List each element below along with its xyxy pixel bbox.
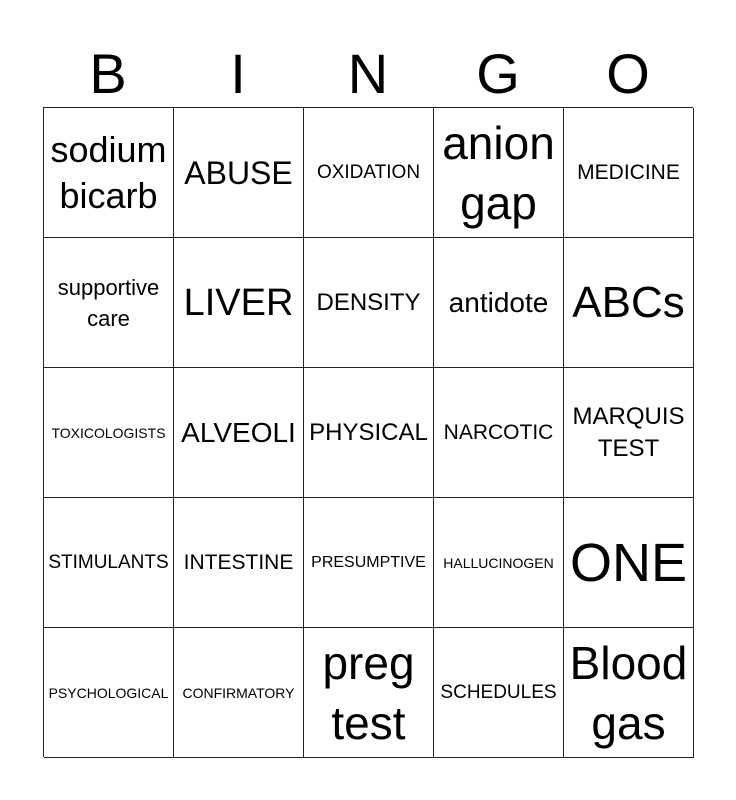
cell-label: STIMULANTS [48, 552, 169, 573]
cell-label: LIVER [183, 281, 294, 324]
bingo-cell-r5-c3[interactable] [304, 628, 434, 758]
bingo-cell-r2-c5[interactable] [564, 238, 694, 368]
bingo-cell-r4-c5[interactable] [564, 498, 694, 628]
bingo-cell-r1-c2[interactable] [174, 108, 304, 238]
cell-label: SCHEDULES [440, 682, 557, 703]
bingo-cell-r2-c1[interactable] [44, 238, 174, 368]
bingo-cell-r1-c5[interactable] [564, 108, 694, 238]
bingo-cell-r4-c2[interactable] [174, 498, 304, 628]
bingo-cell-r5-c4[interactable] [434, 628, 564, 758]
header-letter-b: B [89, 42, 127, 105]
bingo-cell-r3-c5[interactable] [564, 368, 694, 498]
bingo-cell-r1-c1[interactable] [44, 108, 174, 238]
cell-label: OXIDATION [316, 162, 421, 183]
cell-label: TOXICOLOGISTS [51, 424, 166, 441]
cell-label: PRESUMPTIVE [311, 553, 426, 571]
cell-label: MARQUIS TEST [572, 402, 685, 462]
cell-label: Blood gas [569, 636, 688, 749]
header-letter-o: O [606, 42, 650, 105]
cell-label: PHYSICAL [309, 418, 428, 446]
bingo-board [43, 107, 693, 757]
cell-label: HALLUCINOGEN [443, 554, 554, 571]
cell-label: antidote [448, 286, 549, 318]
cell-label: DENSITY [316, 288, 421, 316]
header-letter-g: G [476, 42, 520, 105]
cell-label: MEDICINE [577, 161, 680, 184]
header-letter-n: N [347, 42, 389, 105]
cell-label: preg test [322, 636, 415, 749]
bingo-header [43, 40, 693, 108]
bingo-cell-r4-c4[interactable] [434, 498, 564, 628]
bingo-cell-r2-c2[interactable] [174, 238, 304, 368]
cell-label: NARCOTIC [443, 421, 554, 444]
bingo-cell-r4-c1[interactable] [44, 498, 174, 628]
bingo-cell-r2-c3[interactable] [304, 238, 434, 368]
cell-label: PSYCHOLOGICAL [48, 684, 169, 701]
cell-label: sodium bicarb [50, 128, 167, 216]
bingo-cell-r2-c4[interactable] [434, 238, 564, 368]
cell-label: ALVEOLI [181, 416, 296, 448]
bingo-cell-r5-c1[interactable] [44, 628, 174, 758]
bingo-cell-r5-c5[interactable] [564, 628, 694, 758]
bingo-cell-r3-c4[interactable] [434, 368, 564, 498]
cell-label: supportive care [57, 274, 160, 331]
bingo-cell-r4-c3[interactable] [304, 498, 434, 628]
bingo-cell-r3-c2[interactable] [174, 368, 304, 498]
header-letter-i: I [230, 42, 246, 105]
bingo-cell-r5-c2[interactable] [174, 628, 304, 758]
cell-label: ABUSE [184, 154, 293, 191]
cell-label: ONE [569, 532, 688, 593]
bingo-cell-r3-c1[interactable] [44, 368, 174, 498]
cell-label: INTESTINE [183, 551, 294, 574]
cell-label: ABCs [572, 277, 685, 327]
bingo-cell-r1-c4[interactable] [434, 108, 564, 238]
cell-label: anion gap [442, 116, 555, 229]
bingo-cell-r1-c3[interactable] [304, 108, 434, 238]
bingo-cell-r3-c3[interactable] [304, 368, 434, 498]
cell-label: CONFIRMATORY [182, 684, 295, 701]
